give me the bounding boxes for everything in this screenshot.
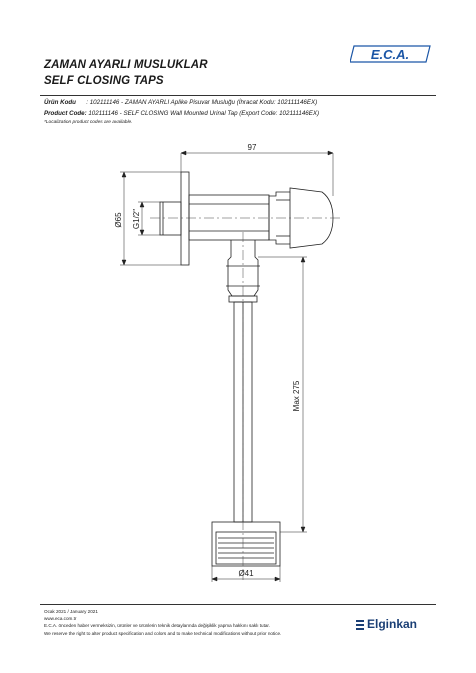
footer-date: Ocak 2021 / January 2021 [44,609,98,614]
elginkan-logo-mark [356,619,366,631]
product-code-value-en: 102111146 - SELF CLOSING Wall Mounted Urinal Tap (Export Code: 102111146EX) [88,110,320,117]
footer-divider [40,604,436,605]
dim-thread-label: G1/2" [132,208,141,230]
footer-disclaimer-tr: E.C.A. önceden haber vermeksizin, ürünler ve ürünlerin teknik detaylarında değişiklik yapma hakkını saklı tutar. [44,623,270,628]
dim-height-label: Max 275 [292,380,301,412]
footer-url: www.eca.com.tr [44,616,77,621]
footer-disclaimer-en: We reserve the right to alter product specification and colors and to make technical modifications without prior notice. [44,631,282,636]
eca-logo-text: E.C.A. [370,47,410,62]
spud-connector [212,522,280,566]
dim-width-label: 97 [247,143,257,152]
page-title-en: SELF CLOSING TAPS [44,75,164,87]
dim-bottom-label: Ø41 [238,569,254,578]
dim-flange-label: Ø65 [114,212,123,228]
product-code-label-tr: Ürün Kodu [44,99,76,106]
product-code-value-tr: : 102111146 - ZAMAN AYARLI Aplike Pisuvar Musluğu (İhracat Kodu: 102111146EX) [86,99,318,106]
wall-flange [181,172,189,265]
tap-body [189,195,269,240]
localization-note: *Localization product codes are available. [44,120,133,125]
page-title-tr: ZAMAN AYARLI MUSLUKLAR [44,59,208,71]
product-code-label-en: Product Code: [44,110,87,117]
elginkan-logo-text: Elginkan [367,617,418,631]
